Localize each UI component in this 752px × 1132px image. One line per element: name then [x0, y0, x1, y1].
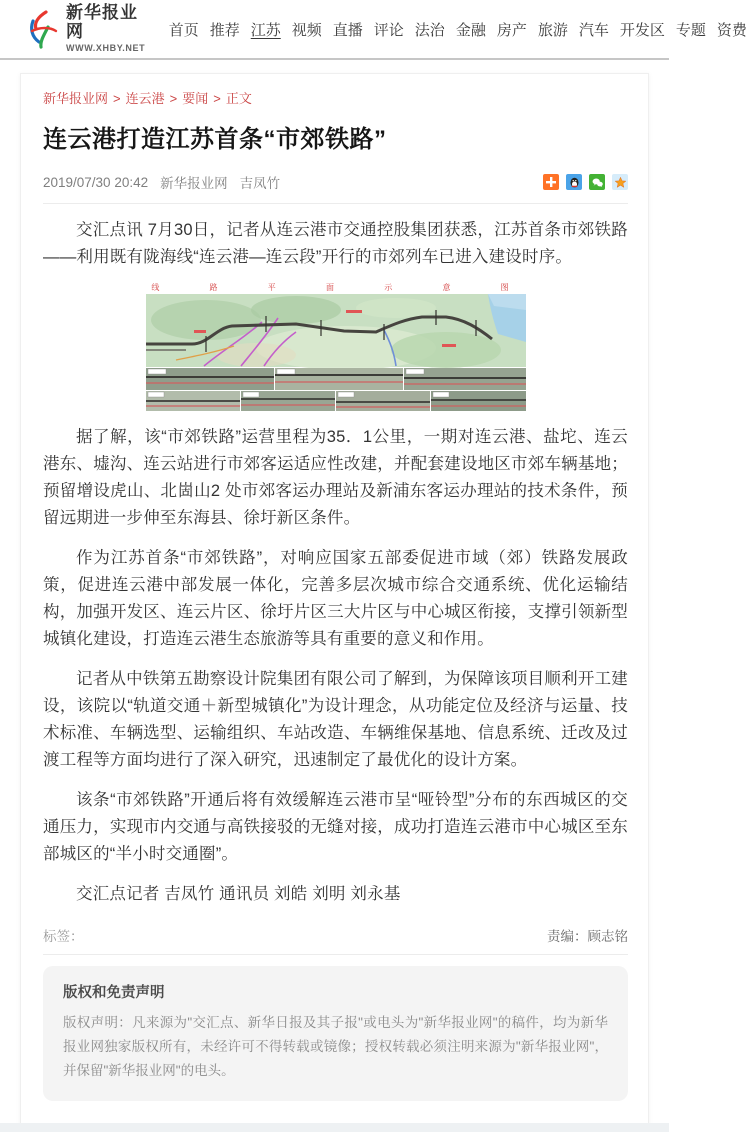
article-paragraph: 据了解，该“市郊铁路”运营里程为35．1公里，一期对连云港、盐坨、连云港东、墟沟、连云站进行市郊客运适应性改建，并配套建设地区市郊车辆基地；预留增设虎山、北崮山2 处市郊客运办理站及新浦东客运办理站的技术条件，预留远期进一步伸至东海县、徐圩新区条件。	[43, 428, 628, 527]
meta-divider	[43, 203, 628, 204]
main-nav	[163, 19, 752, 40]
site-logo[interactable]	[26, 4, 145, 53]
nav-item-live[interactable]: 直播	[332, 21, 363, 39]
nav-item-travel[interactable]: 旅游	[537, 21, 568, 39]
bottom-strip	[0, 1123, 669, 1132]
nav-item-fees[interactable]: 资费	[716, 21, 747, 39]
breadcrumb-separator: >	[213, 91, 221, 106]
share-bar	[543, 174, 628, 190]
copyright-title: 版权和免责声明	[63, 985, 165, 1001]
share-qq-icon[interactable]	[566, 174, 582, 190]
nav-item-realestate[interactable]: 房产	[496, 21, 527, 39]
nav-item-special[interactable]: 专题	[675, 21, 706, 39]
source-name: 新华报业网	[160, 176, 228, 191]
article-paragraph: 作为江苏首条“市郊铁路”，对响应国家五部委促进市域（郊）铁路发展政策，促进连云港中部发展一体化，完善多层次城市综合交通系统、优化运输结构，加强开发区、连云片区、徐圩片区三大片区与中心城区衔接，支撑引领新型城镇化建设，打造连云港生态旅游等具有重要的意义和作用。	[43, 549, 628, 648]
breadcrumb-current[interactable]: 正文	[225, 91, 252, 106]
author-name: 吉凤竹	[239, 176, 281, 191]
breadcrumb-separator: >	[113, 91, 121, 106]
article-paragraph: 记者从中铁第五勘察设计院集团有限公司了解到，为保障该项目顺利开工建设，该院以“轨道交通＋新型城镇化”为设计理念，从功能定位及经济与运量、技术标准、车辆选型、运输组织、车站改造、车辆维保基地、信息系统、迁改及过渡工程等方面均进行了深入研究，迅速制定了最优化的设计方案。	[43, 670, 628, 769]
site-header	[0, 0, 747, 60]
tags-row	[43, 925, 628, 945]
publish-datetime: 2019/07/30 20:42	[43, 174, 149, 190]
article-paragraph: 该条“市郊铁路”开通后将有效缓解连云港市呈“哑铃型”分布的东西城区的交通压力，实现市内交通与高铁接驳的无缝对接，成功打造连云港市中心城区至东部城区的“半小时交通圈”。	[43, 791, 628, 863]
nav-item-video[interactable]: 视频	[291, 21, 322, 39]
map-caption: 线 路 平 面 示 意 图	[150, 283, 533, 292]
article-card	[20, 73, 649, 1132]
logo-url: WWW.XHBY.NET	[66, 42, 146, 53]
xhby-logo-icon	[26, 9, 60, 49]
article-body	[43, 217, 628, 908]
logo-title: 新华报业网	[66, 3, 138, 42]
nav-item-jiangsu[interactable]: 江苏	[250, 21, 281, 39]
nav-item-law[interactable]: 法治	[414, 21, 445, 39]
breadcrumb-news[interactable]: 要闻	[182, 91, 209, 106]
share-wechat-icon[interactable]	[589, 174, 605, 190]
nav-item-devzone[interactable]: 开发区	[619, 21, 665, 39]
article-byline: 交汇点记者 吉凤竹 通讯员 刘皓 刘明 刘永基	[76, 885, 401, 903]
article-paragraph: 交汇点讯 7月30日，记者从连云港市交通控股集团获悉，江苏首条市郊铁路——利用既有陇海线“连云港—连云段”开行的市郊列车已进入建设时序。	[43, 221, 628, 266]
copyright-text: 版权声明：凡来源为"交汇点、新华日报及其子报"或电头为"新华报业网"的稿件，均为新华报业网独家版权所有，未经许可不得转载或镜像；授权转载必须注明来源为"新华报业网"，并保留"新华报业网"的电头。	[63, 1015, 608, 1078]
editor-credit	[547, 925, 628, 945]
breadcrumb	[43, 88, 628, 107]
breadcrumb-lianyungang[interactable]: 连云港	[125, 91, 165, 106]
nav-item-home[interactable]: 首页	[168, 21, 199, 39]
copyright-box	[43, 966, 628, 1101]
route-map-image	[146, 280, 533, 411]
tags-divider	[43, 954, 628, 955]
tags-label: 标签：	[43, 929, 84, 944]
article-meta	[43, 172, 628, 192]
nav-item-finance[interactable]: 金融	[455, 21, 486, 39]
share-qzone-icon[interactable]	[612, 174, 628, 190]
page-title: 连云港打造江苏首条“市郊铁路”	[43, 126, 387, 153]
breadcrumb-separator: >	[169, 91, 178, 106]
nav-item-comment[interactable]: 评论	[373, 21, 404, 39]
share-more-icon[interactable]	[543, 174, 559, 190]
editor-label: 责编：	[547, 929, 588, 944]
nav-item-recommend[interactable]: 推荐	[209, 21, 240, 39]
breadcrumb-home[interactable]: 新华报业网	[43, 91, 109, 106]
editor-name: 顾志铭	[587, 929, 628, 944]
nav-item-auto[interactable]: 汽车	[578, 21, 609, 39]
